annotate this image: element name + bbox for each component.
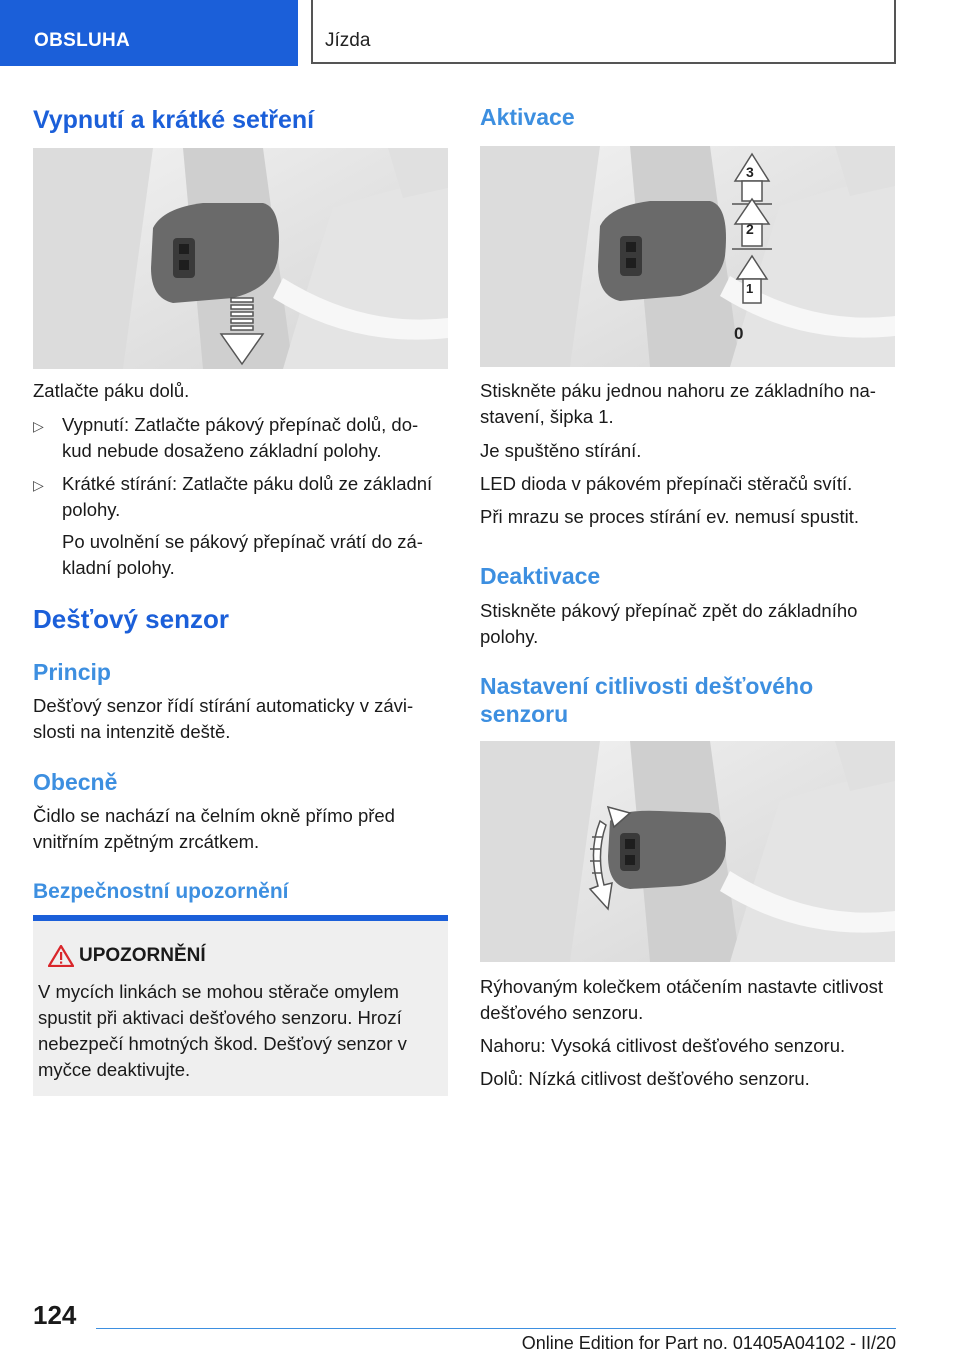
aktivace-text: Je spuštěno stírání.: [480, 440, 642, 461]
princip-text: slosti na intenzitě deště.: [33, 721, 231, 742]
warning-title: UPOZORNĚNÍ: [79, 945, 206, 966]
bullet-list: [33, 412, 448, 527]
bullet-line: polohy.: [62, 499, 121, 520]
warning-line: nebezpečí hmotných škod. Dešťový senzor v: [38, 1033, 407, 1054]
warning-line: spustit při aktivaci dešťového senzoru. Hrozí: [38, 1007, 402, 1028]
footer-divider: [96, 1328, 896, 1329]
heading-safety: Bezpečnostní upozornění: [33, 880, 289, 903]
obecne-text: vnitřním zpětným zrcátkem.: [33, 831, 260, 852]
bullet-continuation: kladní polohy.: [62, 557, 175, 578]
bullet-line: kud nebude dosaženo základní polohy.: [62, 440, 382, 461]
heading-princip: Princip: [33, 659, 111, 685]
heading-rain-sensor: Dešťový senzor: [33, 604, 229, 634]
obecne-text: Čidlo se nachází na čelním okně přímo před: [33, 805, 395, 826]
heading-aktivace: Aktivace: [480, 104, 575, 130]
figure-label: 0: [734, 324, 744, 343]
chapter-tab[interactable]: Jízda: [311, 0, 896, 64]
aktivace-text: LED dioda v pákovém přepínači stěračů svítí.: [480, 473, 853, 494]
warning-line: myčce deaktivujte.: [38, 1059, 191, 1080]
bullet-continuation: Po uvolnění se pákový přepínač vrátí do zá-: [62, 531, 423, 552]
heading-nastaveni: senzoru: [480, 701, 569, 727]
nastaveni-text: Rýhovaným kolečkem otáčením nastavte citlivost: [480, 976, 884, 997]
bullet-line: Krátké stírání: Zatlačte páku dolů ze základní: [62, 473, 433, 494]
warning-line: V mycích linkách se mohou stěrače omylem: [38, 981, 399, 1002]
triangle-right-icon: ▷: [33, 418, 44, 434]
list-item: [33, 471, 448, 527]
page-number: 124: [33, 1300, 77, 1330]
triangle-right-icon: ▷: [33, 477, 44, 493]
nastaveni-text: Dolů: Nízká citlivost dešťového senzoru.: [480, 1068, 810, 1089]
list-item: [33, 412, 448, 468]
nastaveni-text: Nahoru: Vysoká citlivost dešťového senzoru.: [480, 1035, 846, 1056]
heading-obecne: Obecně: [33, 769, 118, 795]
aktivace-text: stavení, šipka 1.: [480, 406, 614, 427]
nastaveni-text: dešťového senzoru.: [480, 1002, 644, 1023]
princip-text: Dešťový senzor řídí stírání automaticky v závi-: [33, 695, 414, 716]
aktivace-text: Při mrazu se proces stírání ev. nemusí spustit.: [480, 506, 860, 527]
figure-wiper-lever-down: [33, 148, 448, 369]
figure-label: 1: [746, 281, 754, 296]
aktivace-text: Stiskněte páku jednou nahoru ze základního na-: [480, 380, 876, 401]
figure-label: 2: [746, 221, 754, 237]
figure-label: 3: [746, 164, 754, 180]
heading-vypnuti: Vypnutí a krátké setření: [33, 106, 315, 134]
caption-push-down: Zatlačte páku dolů.: [33, 380, 190, 401]
figure-wiper-lever-up: [480, 146, 895, 367]
section-tab[interactable]: OBSLUHA: [0, 0, 298, 66]
footer-edition: Online Edition for Part no. 01405A04102 - II/20: [521, 1333, 896, 1353]
heading-nastaveni: Nastavení citlivosti dešťového: [480, 673, 814, 699]
warning-box: [33, 915, 448, 1096]
heading-deaktivace: Deaktivace: [480, 563, 601, 589]
bullet-line: Vypnutí: Zatlačte pákový přepínač dolů, do-: [62, 414, 419, 435]
warning-triangle-icon: [48, 945, 74, 967]
deaktivace-text: Stiskněte pákový přepínač zpět do základního: [480, 600, 858, 621]
deaktivace-text: polohy.: [480, 626, 539, 647]
figure-sensitivity-wheel: [480, 741, 895, 962]
